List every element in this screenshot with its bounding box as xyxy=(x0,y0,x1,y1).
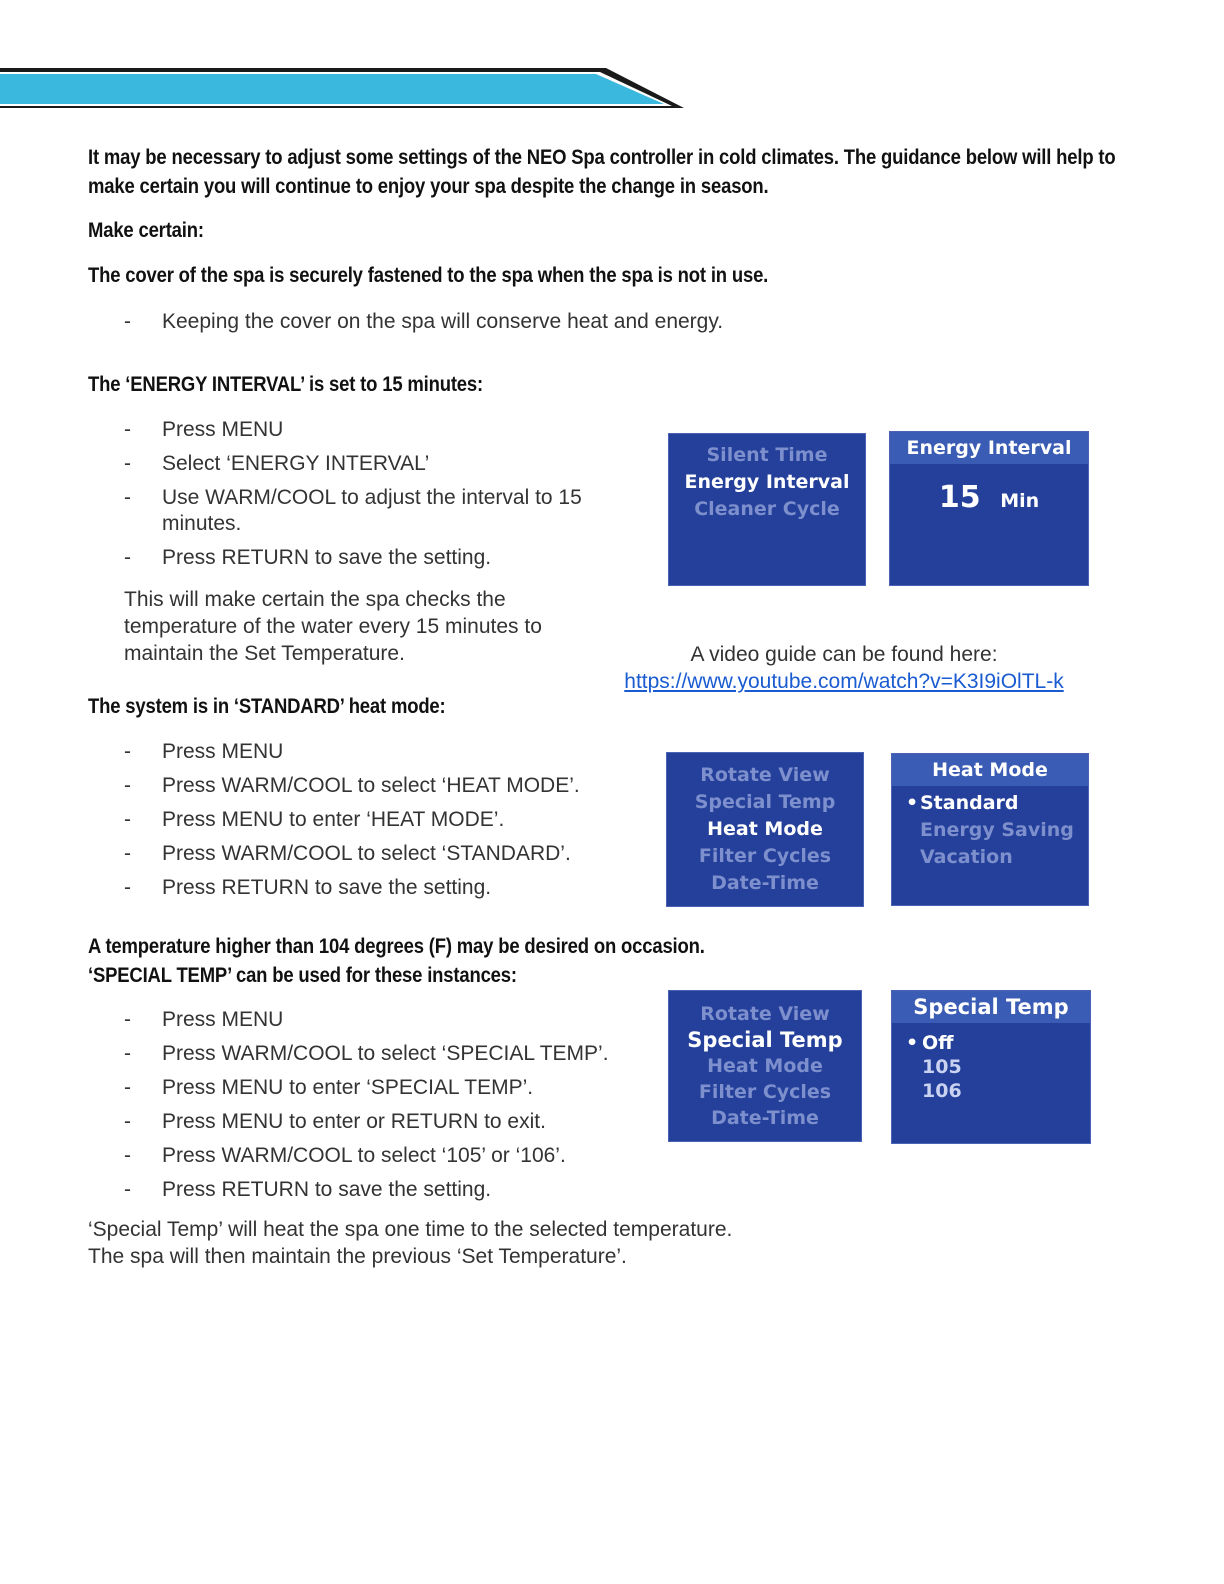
make-certain-heading: Make certain: xyxy=(88,219,204,242)
menu-item-special-temp: Special Temp xyxy=(694,791,836,813)
list-item: - Select ‘ENERGY INTERVAL’ xyxy=(124,452,430,475)
energy-interval-value: 15 xyxy=(938,480,981,515)
special-note-2: The spa will then maintain the previous ‘Set Temperature’. xyxy=(88,1245,627,1268)
cover-heading: The cover of the spa is securely fastened to the spa when the spa is not in use. xyxy=(88,264,769,287)
menu-item-heat-mode: Heat Mode xyxy=(707,818,823,840)
panel-title: Special Temp xyxy=(892,991,1090,1023)
energy-interval-unit: Min xyxy=(1000,490,1040,512)
option-vacation: Vacation xyxy=(920,846,1013,868)
option-off: • Off xyxy=(906,1032,954,1054)
option-standard: •Standard xyxy=(906,792,1019,814)
menu-item-rotate-view: Rotate View xyxy=(700,1003,830,1025)
option-energy-saving: Energy Saving xyxy=(920,819,1074,841)
list-item: - Press MENU to enter or RETURN to exit. xyxy=(124,1110,546,1133)
menu-item-silent-time: Silent Time xyxy=(706,444,828,466)
menu-item-cleaner-cycle: Cleaner Cycle xyxy=(694,498,840,520)
heat-mode-panel xyxy=(891,753,1089,906)
menu-item-date-time: Date-Time xyxy=(711,1107,819,1129)
menu-item-special-temp: Special Temp xyxy=(687,1028,843,1052)
list-item: - Press WARM/COOL to select ‘STANDARD’. xyxy=(124,842,571,865)
list-item: - Press MENU xyxy=(124,418,284,441)
menu-item-filter-cycles: Filter Cycles xyxy=(698,1081,832,1103)
energy-value-panel xyxy=(889,431,1089,586)
list-item: - Press WARM/COOL to select ‘SPECIAL TEMP’. xyxy=(124,1042,609,1065)
menu-item-filter-cycles: Filter Cycles xyxy=(698,845,832,867)
video-guide-link[interactable]: https://www.youtube.com/watch?v=K3I9iOlTL-k xyxy=(624,670,1064,693)
video-guide-label: A video guide can be found here: xyxy=(690,643,998,666)
list-item: - Press RETURN to save the setting. xyxy=(124,1178,492,1201)
heat-steps xyxy=(124,739,644,909)
list-item: - Press WARM/COOL to select ‘HEAT MODE’. xyxy=(124,774,580,797)
panel-title: Heat Mode xyxy=(892,754,1088,786)
energy-heading: The ‘ENERGY INTERVAL’ is set to 15 minutes: xyxy=(88,373,483,396)
energy-steps xyxy=(124,417,584,579)
special-menu-panel xyxy=(668,990,862,1142)
option-105: 105 xyxy=(922,1056,962,1078)
special-heading-2: ‘SPECIAL TEMP’ can be used for these instances: xyxy=(88,964,517,987)
option-106: 106 xyxy=(922,1080,962,1102)
heat-heading: The system is in ‘STANDARD’ heat mode: xyxy=(88,695,446,718)
list-item: - Press RETURN to save the setting. xyxy=(124,546,492,569)
cover-steps xyxy=(124,309,723,343)
list-item: - Keeping the cover on the spa will conserve heat and energy. xyxy=(124,310,724,333)
list-item: - Press MENU to enter ‘SPECIAL TEMP’. xyxy=(124,1076,534,1099)
special-temp-panel xyxy=(891,990,1091,1144)
menu-item-rotate-view: Rotate View xyxy=(700,764,830,786)
menu-item-date-time: Date-Time xyxy=(711,872,819,894)
header-banner xyxy=(0,64,690,114)
intro-paragraph: It may be necessary to adjust some settings of the NEO Spa controller in cold climates. The guidance below will help to make certain you will continue to enjoy your spa despite the change in season. xyxy=(88,146,1116,198)
list-item: - Use WARM/COOL to adjust the interval to 15 minutes. xyxy=(124,486,582,535)
special-steps xyxy=(124,1007,654,1211)
energy-note: This will make certain the spa checks the temperature of the water every 15 minutes to maintain the Set Temperature. xyxy=(124,588,542,665)
menu-item-heat-mode: Heat Mode xyxy=(707,1055,823,1077)
heat-menu-panel xyxy=(666,752,864,907)
panel-title: Energy Interval xyxy=(890,432,1088,464)
list-item: - Press MENU xyxy=(124,1008,284,1031)
menu-item-energy-interval: Energy Interval xyxy=(684,471,850,493)
special-note-1: ‘Special Temp’ will heat the spa one time to the selected temperature. xyxy=(88,1218,733,1241)
energy-menu-panel xyxy=(668,433,866,586)
list-item: - Press RETURN to save the setting. xyxy=(124,876,492,899)
list-item: - Press WARM/COOL to select ‘105’ or ‘106’. xyxy=(124,1144,566,1167)
list-item: - Press MENU to enter ‘HEAT MODE’. xyxy=(124,808,505,831)
list-item: - Press MENU xyxy=(124,740,284,763)
special-heading-1: A temperature higher than 104 degrees (F) may be desired on occasion. xyxy=(88,935,705,958)
